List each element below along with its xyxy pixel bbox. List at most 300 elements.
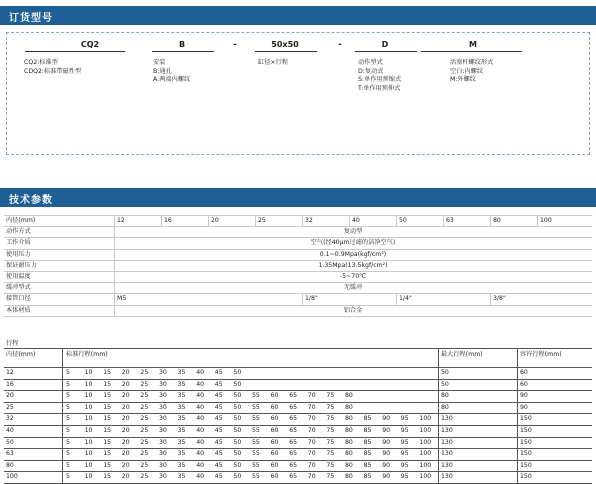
max-stroke-cell: 130: [441, 473, 453, 481]
stroke-value: 50: [233, 426, 242, 434]
stroke-value: 35: [177, 369, 186, 376]
divider: [438, 461, 439, 473]
stroke-value: 5: [66, 415, 70, 423]
stroke-value: 20: [121, 438, 130, 446]
stroke-value: 95: [400, 415, 409, 423]
stroke-value: 30: [159, 415, 167, 423]
stroke-value: 45: [214, 461, 223, 469]
divider: [517, 380, 518, 392]
stroke-value: 65: [289, 450, 298, 458]
stroke-value: 30: [159, 438, 167, 446]
tech-port-row: [4, 294, 592, 305]
stroke-value: 55: [252, 403, 260, 411]
port-cell: 3/8": [493, 295, 506, 303]
stroke-value: 50: [233, 473, 242, 481]
bore-cell: 20: [6, 392, 14, 400]
stroke-value: 95: [400, 473, 409, 481]
bore-cell: 20: [211, 217, 219, 224]
stroke-value: 80: [345, 438, 353, 446]
allowed-stroke-cell: 150: [520, 473, 532, 481]
stroke-value: 10: [84, 426, 93, 434]
stroke-value: 5: [66, 403, 70, 411]
divider: [62, 461, 63, 473]
divider: [62, 472, 63, 484]
stroke-value: 15: [103, 403, 112, 411]
tech-row-label: 保证耐压力: [6, 261, 37, 269]
stroke-value: 90: [382, 450, 391, 458]
divider: [438, 349, 439, 368]
stroke-value: 100: [419, 438, 432, 446]
stroke-row: [4, 391, 592, 403]
divider: [537, 216, 538, 226]
stroke-row: [4, 461, 592, 473]
code-series-underline: [25, 51, 125, 52]
stroke-value: 20: [121, 426, 130, 434]
stroke-value: 70: [307, 450, 316, 458]
bore-cell: 12: [117, 217, 125, 224]
divider: [114, 216, 115, 226]
stroke-value: 5: [66, 380, 70, 388]
stroke-value: 30: [159, 473, 167, 481]
code-action: D: [381, 40, 389, 49]
stroke-value: 70: [307, 426, 316, 434]
stroke-value: 55: [252, 438, 260, 446]
bore-cell: 25: [258, 217, 266, 224]
divider: [62, 368, 63, 380]
stroke-value: 5: [66, 438, 70, 446]
desc-line: 活塞杆螺纹形式: [450, 59, 494, 66]
allowed-stroke-cell: 150: [520, 415, 532, 423]
divider: [490, 294, 491, 304]
stroke-value: 35: [177, 450, 186, 458]
divider: [517, 449, 518, 461]
stroke-value: 30: [159, 426, 167, 434]
stroke-value: 20: [121, 415, 130, 423]
desc-line: B:通孔: [153, 67, 172, 75]
stroke-value: 40: [196, 369, 205, 376]
bore-cell: 50: [399, 217, 407, 224]
stroke-value: 10: [84, 461, 93, 469]
stroke-value: 5: [66, 473, 70, 481]
bore-cell: 40: [352, 217, 360, 224]
stroke-value: 10: [84, 473, 93, 481]
tech-row-label: 工作介质: [6, 239, 31, 247]
stroke-value: 45: [214, 415, 223, 423]
stroke-value: 75: [326, 403, 335, 411]
stroke-value: 10: [84, 438, 93, 446]
tech-row-value: 1.35Mpa(13.5kgf/cm²): [318, 261, 388, 269]
stroke-value: 60: [270, 415, 279, 423]
stroke-row: [4, 414, 592, 426]
stroke-value: 50: [233, 450, 242, 458]
divider: [443, 216, 444, 226]
stroke-value: 85: [363, 461, 372, 469]
bore-cell: 80: [493, 217, 501, 224]
bore-cell: 63: [446, 217, 454, 224]
stroke-value: 65: [289, 426, 298, 434]
stroke-value: 15: [103, 438, 112, 446]
stroke-value: 30: [159, 403, 167, 411]
stroke-value: 75: [326, 450, 335, 458]
stroke-row: [4, 438, 592, 450]
stroke-value: 100: [419, 426, 432, 434]
stroke-value: 5: [66, 392, 70, 400]
stroke-value: 30: [159, 461, 167, 469]
stroke-value: 25: [140, 438, 149, 446]
stroke-value: 55: [252, 461, 260, 469]
stroke-value: 35: [177, 392, 186, 400]
divider: [62, 414, 63, 426]
stroke-value: 95: [400, 438, 409, 446]
tech-bore-row: [4, 215, 592, 227]
tech-row-value: 0.1~0.9Mpa(kgf/cm²): [319, 250, 387, 258]
code-size: 50x50: [271, 40, 299, 49]
stroke-value: 40: [196, 438, 205, 446]
stroke-header-cell: 容许行程(mm): [520, 351, 562, 358]
bore-cell: 100: [540, 217, 552, 224]
stroke-value: 15: [103, 369, 112, 376]
stroke-value: 100: [419, 461, 432, 469]
tech-row-label: 使用压力: [6, 250, 31, 258]
tech-row-label: 接管口径: [6, 295, 31, 303]
stroke-value: 40: [196, 473, 205, 481]
stroke-value: 40: [196, 426, 205, 434]
stroke-value: 25: [140, 403, 149, 411]
divider: [62, 426, 63, 438]
allowed-stroke-cell: 150: [520, 426, 532, 434]
code-mount-underline: [152, 51, 214, 52]
stroke-value: 75: [326, 415, 335, 423]
divider: [517, 472, 518, 484]
stroke-value: 85: [363, 438, 372, 446]
stroke-value: 15: [103, 426, 112, 434]
desc-line: T:单作用预伸式: [358, 85, 401, 93]
code-mount: B: [178, 40, 186, 49]
divider: [62, 438, 63, 450]
stroke-value: 75: [326, 426, 335, 434]
bore-cell: 16: [164, 217, 172, 224]
bore-cell: 16: [6, 380, 14, 388]
stroke-value: 10: [84, 392, 93, 400]
max-stroke-cell: 50: [441, 369, 449, 376]
allowed-stroke-cell: 90: [520, 403, 528, 411]
stroke-value: 25: [140, 369, 149, 376]
tech-row: [4, 283, 592, 294]
action-description: [358, 59, 401, 94]
tech-row-value: 铝合金: [343, 306, 363, 314]
port-cell: 1/8": [305, 295, 318, 303]
stroke-value: 100: [419, 473, 432, 481]
divider: [255, 216, 256, 226]
stroke-value: 80: [345, 461, 353, 469]
tech-row: [4, 272, 592, 283]
stroke-value: 25: [140, 450, 149, 458]
stroke-value: 20: [121, 450, 130, 458]
stroke-header-cell: 标准行程(mm): [66, 351, 108, 358]
stroke-value: 40: [196, 392, 205, 400]
tech-row-value: 空气(经40μm过滤的洁净空气): [310, 239, 396, 247]
bore-cell: 63: [6, 450, 14, 458]
stroke-value: 60: [270, 461, 279, 469]
stroke-value: 40: [196, 403, 205, 411]
stroke-value: 75: [326, 392, 335, 400]
stroke-value: 90: [382, 438, 391, 446]
tech-row: [4, 250, 592, 261]
bore-cell: 100: [6, 473, 18, 481]
stroke-value: 85: [363, 473, 372, 481]
code-size-underline: [255, 51, 317, 52]
bore-cell: 40: [6, 426, 14, 434]
divider: [438, 438, 439, 450]
stroke-row: [4, 472, 592, 484]
stroke-value: 55: [252, 450, 260, 458]
divider: [62, 403, 63, 415]
stroke-value: 85: [363, 415, 372, 423]
stroke-value: 55: [252, 415, 260, 423]
tech-row-label: 使用温度: [6, 272, 31, 280]
tech-row: [4, 261, 592, 272]
tech-row-value: 无缓冲: [343, 284, 363, 292]
code-series: CQ2: [80, 40, 100, 49]
divider: [302, 216, 303, 226]
stroke-row: [4, 449, 592, 461]
divider: [161, 216, 162, 226]
stroke-value: 25: [140, 473, 149, 481]
stroke-value: 65: [289, 403, 298, 411]
stroke-value: 10: [84, 403, 93, 411]
stroke-value: 25: [140, 461, 149, 469]
code-thread: M: [469, 40, 477, 49]
divider: [517, 461, 518, 473]
stroke-value: 50: [233, 461, 242, 469]
stroke-value: 35: [177, 461, 186, 469]
max-stroke-cell: 130: [441, 438, 453, 446]
stroke-value: 30: [159, 380, 167, 388]
stroke-value: 70: [307, 392, 316, 400]
stroke-value: 15: [103, 392, 112, 400]
divider: [114, 294, 115, 304]
desc-line: 动作型式: [358, 59, 383, 66]
stroke-value: 85: [363, 450, 372, 458]
stroke-value: 10: [84, 415, 93, 423]
stroke-value: 90: [382, 461, 391, 469]
stroke-value: 80: [345, 473, 353, 481]
desc-line: M:外螺纹: [450, 76, 476, 84]
bore-cell: 50: [6, 438, 14, 446]
stroke-value: 70: [307, 403, 316, 411]
stroke-value: 70: [307, 461, 316, 469]
stroke-value: 20: [121, 380, 130, 388]
max-stroke-cell: 130: [441, 415, 453, 423]
desc-line: D:复动式: [358, 67, 384, 75]
stroke-value: 90: [382, 473, 391, 481]
stroke-body: [4, 368, 592, 484]
tech-spec-table: [4, 215, 592, 317]
tech-section-header: [0, 188, 596, 207]
allowed-stroke-cell: 90: [520, 392, 528, 400]
stroke-value: 20: [121, 392, 130, 400]
desc-line: 空白:内螺纹: [450, 67, 484, 75]
divider: [62, 391, 63, 403]
divider: [517, 438, 518, 450]
stroke-value: 50: [233, 415, 242, 423]
stroke-value: 70: [307, 438, 316, 446]
stroke-value: 45: [214, 450, 223, 458]
stroke-value: 30: [159, 369, 167, 376]
stroke-value: 75: [326, 438, 335, 446]
stroke-value: 45: [214, 380, 223, 388]
stroke-value: 80: [345, 403, 353, 411]
stroke-value: 60: [270, 450, 279, 458]
divider: [517, 426, 518, 438]
stroke-value: 40: [196, 461, 205, 469]
max-stroke-cell: 80: [441, 403, 449, 411]
stroke-value: 45: [214, 369, 223, 376]
divider: [438, 449, 439, 461]
allowed-stroke-cell: 150: [520, 438, 532, 446]
order-section-title: 订货型号: [9, 13, 53, 24]
stroke-value: 80: [345, 426, 353, 434]
code-action-underline: [355, 51, 417, 52]
stroke-value: 75: [326, 461, 335, 469]
stroke-value: 35: [177, 403, 186, 411]
stroke-value: 65: [289, 473, 298, 481]
stroke-value: 55: [252, 392, 260, 400]
stroke-header-row: [4, 348, 592, 368]
stroke-value: 90: [382, 415, 391, 423]
desc-line: A:两端内螺纹: [153, 76, 191, 84]
divider: [349, 216, 350, 226]
stroke-value: 50: [233, 380, 242, 388]
stroke-row: [4, 426, 592, 438]
code-separator: -: [233, 40, 237, 50]
stroke-value: 80: [345, 415, 353, 423]
tech-row: [4, 238, 592, 249]
stroke-value: 60: [270, 403, 279, 411]
code-separator: -: [338, 40, 342, 50]
type-description: [24, 59, 81, 76]
divider: [517, 391, 518, 403]
stroke-value: 15: [103, 461, 112, 469]
bore-cell: 25: [6, 403, 14, 411]
divider: [302, 294, 303, 304]
stroke-value: 25: [140, 380, 149, 388]
stroke-table: [4, 339, 592, 484]
desc-line: 安装: [153, 59, 166, 66]
stroke-row: [4, 368, 592, 380]
stroke-value: 65: [289, 392, 298, 400]
stroke-value: 45: [214, 403, 223, 411]
divider: [517, 403, 518, 415]
divider: [396, 216, 397, 226]
stroke-value: 70: [307, 415, 316, 423]
stroke-value: 60: [270, 426, 279, 434]
allowed-stroke-cell: 150: [520, 461, 532, 469]
allowed-stroke-cell: 150: [520, 450, 532, 458]
stroke-value: 30: [159, 450, 167, 458]
max-stroke-cell: 130: [441, 426, 453, 434]
stroke-value: 40: [196, 415, 205, 423]
stroke-value: 75: [326, 473, 335, 481]
stroke-value: 80: [345, 392, 353, 400]
stroke-value: 10: [84, 450, 93, 458]
desc-line: S:单作用预缩式: [358, 76, 402, 84]
stroke-value: 45: [214, 473, 223, 481]
stroke-value: 15: [103, 380, 112, 388]
bore-cell: 12: [6, 369, 14, 376]
port-cell: 1/4": [399, 295, 412, 303]
stroke-value: 90: [382, 426, 391, 434]
stroke-value: 55: [252, 473, 260, 481]
max-stroke-cell: 130: [441, 450, 453, 458]
size-description: [258, 59, 288, 68]
stroke-value: 65: [289, 461, 298, 469]
stroke-row: [4, 403, 592, 415]
stroke-value: 40: [196, 380, 205, 388]
stroke-value: 45: [214, 426, 223, 434]
stroke-value: 5: [66, 426, 70, 434]
divider: [490, 216, 491, 226]
stroke-value: 65: [289, 415, 298, 423]
divider: [438, 391, 439, 403]
max-stroke-cell: 50: [441, 380, 449, 388]
stroke-value: 15: [103, 450, 112, 458]
stroke-value: 45: [214, 438, 223, 446]
thread-description: [450, 59, 493, 85]
stroke-value: 45: [214, 392, 223, 400]
stroke-value: 10: [84, 380, 93, 388]
stroke-value: 35: [177, 415, 186, 423]
stroke-value: 40: [196, 450, 205, 458]
stroke-value: 25: [140, 415, 149, 423]
mount-description: [153, 59, 190, 85]
desc-line: CDQ2:标准带磁性型: [24, 67, 82, 75]
tech-row-value: 复动型: [343, 228, 363, 236]
stroke-value: 35: [177, 438, 186, 446]
divider: [396, 294, 397, 304]
stroke-value: 35: [177, 473, 186, 481]
order-section-header: [0, 6, 596, 25]
desc-line: 缸径×行程: [258, 59, 288, 66]
stroke-table-title: 行程: [6, 340, 19, 347]
divider: [517, 368, 518, 380]
tech-material-row: [4, 306, 592, 317]
stroke-value: 50: [233, 403, 242, 411]
stroke-value: 5: [66, 461, 70, 469]
bore-cell: 32: [305, 217, 313, 224]
bore-cell: 32: [6, 415, 14, 423]
stroke-value: 100: [419, 450, 432, 458]
tech-row-label: 缓冲型式: [6, 284, 31, 292]
tech-section-title: 技术参数: [9, 195, 53, 206]
stroke-value: 60: [270, 438, 279, 446]
stroke-value: 60: [270, 392, 279, 400]
stroke-value: 10: [84, 369, 93, 376]
stroke-value: 100: [419, 415, 432, 423]
stroke-value: 65: [289, 438, 298, 446]
stroke-value: 55: [252, 426, 260, 434]
stroke-value: 95: [400, 461, 409, 469]
stroke-value: 25: [140, 392, 149, 400]
stroke-value: 50: [233, 438, 242, 446]
desc-line: CQ2:标准型: [24, 59, 58, 66]
stroke-value: 5: [66, 369, 70, 376]
stroke-value: 15: [103, 415, 112, 423]
tech-row: [4, 227, 592, 238]
stroke-value: 25: [140, 426, 149, 434]
stroke-value: 20: [121, 403, 130, 411]
divider: [438, 380, 439, 392]
